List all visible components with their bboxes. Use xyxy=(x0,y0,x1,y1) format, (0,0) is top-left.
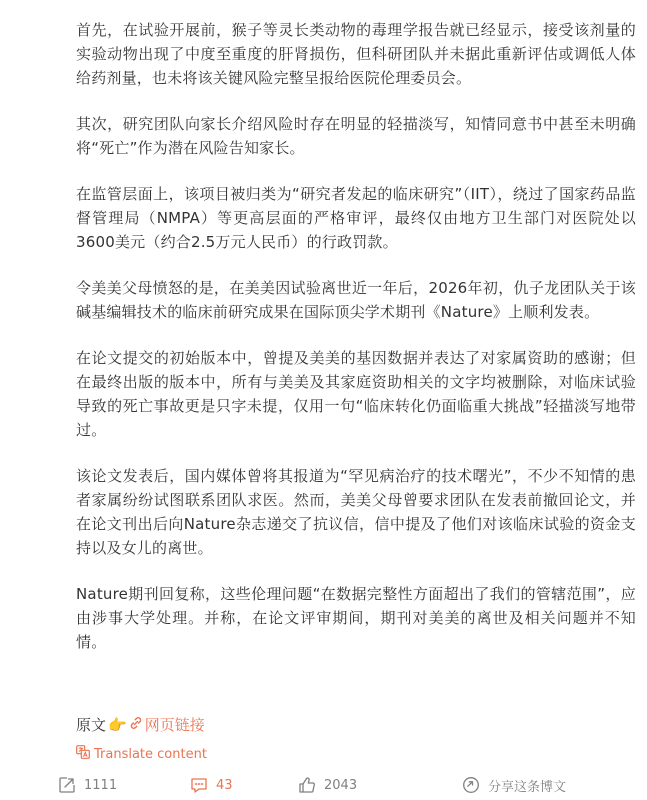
post-paragraph: Nature期刊回复称，这些伦理问题“在数据完整性方面超出了我们的管辖范围”，应由涉事大学处理。并称，在论文评审期间，期刊对美美的离世及相关问题并不知情。 xyxy=(76,585,636,651)
web-link-label: 网页链接 xyxy=(144,716,205,734)
action-bar xyxy=(0,770,647,800)
share-button[interactable] xyxy=(462,776,566,795)
web-link[interactable] xyxy=(129,713,205,737)
translate-icon xyxy=(76,745,90,763)
like-count: 2043 xyxy=(324,777,358,793)
post-paragraph: 首先，在试验开展前，猴子等灵长类动物的毒理学报告就已经显示，接受该剂量的实验动物出现了中度至重度的肝肾损伤，但科研团队并未据此重新评估或调低人体给药剂量，也未将该关键风险完整呈报给医院伦理委员会。 xyxy=(76,21,636,87)
comment-icon xyxy=(190,776,208,794)
repost-button[interactable] xyxy=(58,776,117,794)
source-line xyxy=(76,713,205,737)
comment-count: 43 xyxy=(216,777,233,793)
repost-count: 1111 xyxy=(84,777,118,793)
translate-label: Translate content xyxy=(94,746,207,762)
post-paragraph: 在监管层面上，该项目被归类为“研究者发起的临床研究”（IIT），绕过了国家药品监督管理局（NMPA）等更高层面的严格审评，最终仅由地方卫生部门对医院处以3600美元（约合2.5万元人民币）的行政罚款。 xyxy=(76,185,636,251)
pointing-hand-icon: 👉 xyxy=(108,716,127,734)
share-icon xyxy=(462,776,480,794)
post-paragraph: 在论文提交的初始版本中，曾提及美美的基因数据并表达了对家属资助的感谢；但在最终出版的版本中，所有与美美及其家庭资助相关的文字均被删除，对临床试验导致的死亡事故更是只字未提，仅用一句“临床转化仍面临重大挑战”轻描淡写地带过。 xyxy=(76,349,636,439)
source-label: 原文 xyxy=(76,716,107,734)
post-paragraph: 令美美父母愤怒的是，在美美因试验离世近一年后，2026年初，仇子龙团队关于该碱基编辑技术的临床前研究成果在国际顶尖学术期刊《Nature》上顺利发表。 xyxy=(76,279,636,321)
link-icon xyxy=(129,713,143,737)
post-paragraph: 该论文发表后，国内媒体曾将其报道为“罕见病治疗的技术曙光”，不少不知情的患者家属纷纷试图联系团队求医。然而，美美父母曾要求团队在发表前撤回论文，并在论文刊出后向Nature杂志递交了抗议信，信中提及了他们对该临床试验的资金支持以及女儿的离世。 xyxy=(76,467,636,557)
comment-button[interactable] xyxy=(190,776,233,794)
share-label: 分享这条博文 xyxy=(488,779,567,795)
repost-icon xyxy=(58,776,76,794)
like-button[interactable] xyxy=(298,776,357,794)
like-icon xyxy=(298,776,316,794)
translate-button[interactable] xyxy=(76,745,207,763)
post-body xyxy=(76,18,636,676)
post-paragraph: 其次，研究团队向家长介绍风险时存在明显的轻描淡写，知情同意书中甚至未明确将“死亡”作为潜在风险告知家长。 xyxy=(76,115,636,157)
